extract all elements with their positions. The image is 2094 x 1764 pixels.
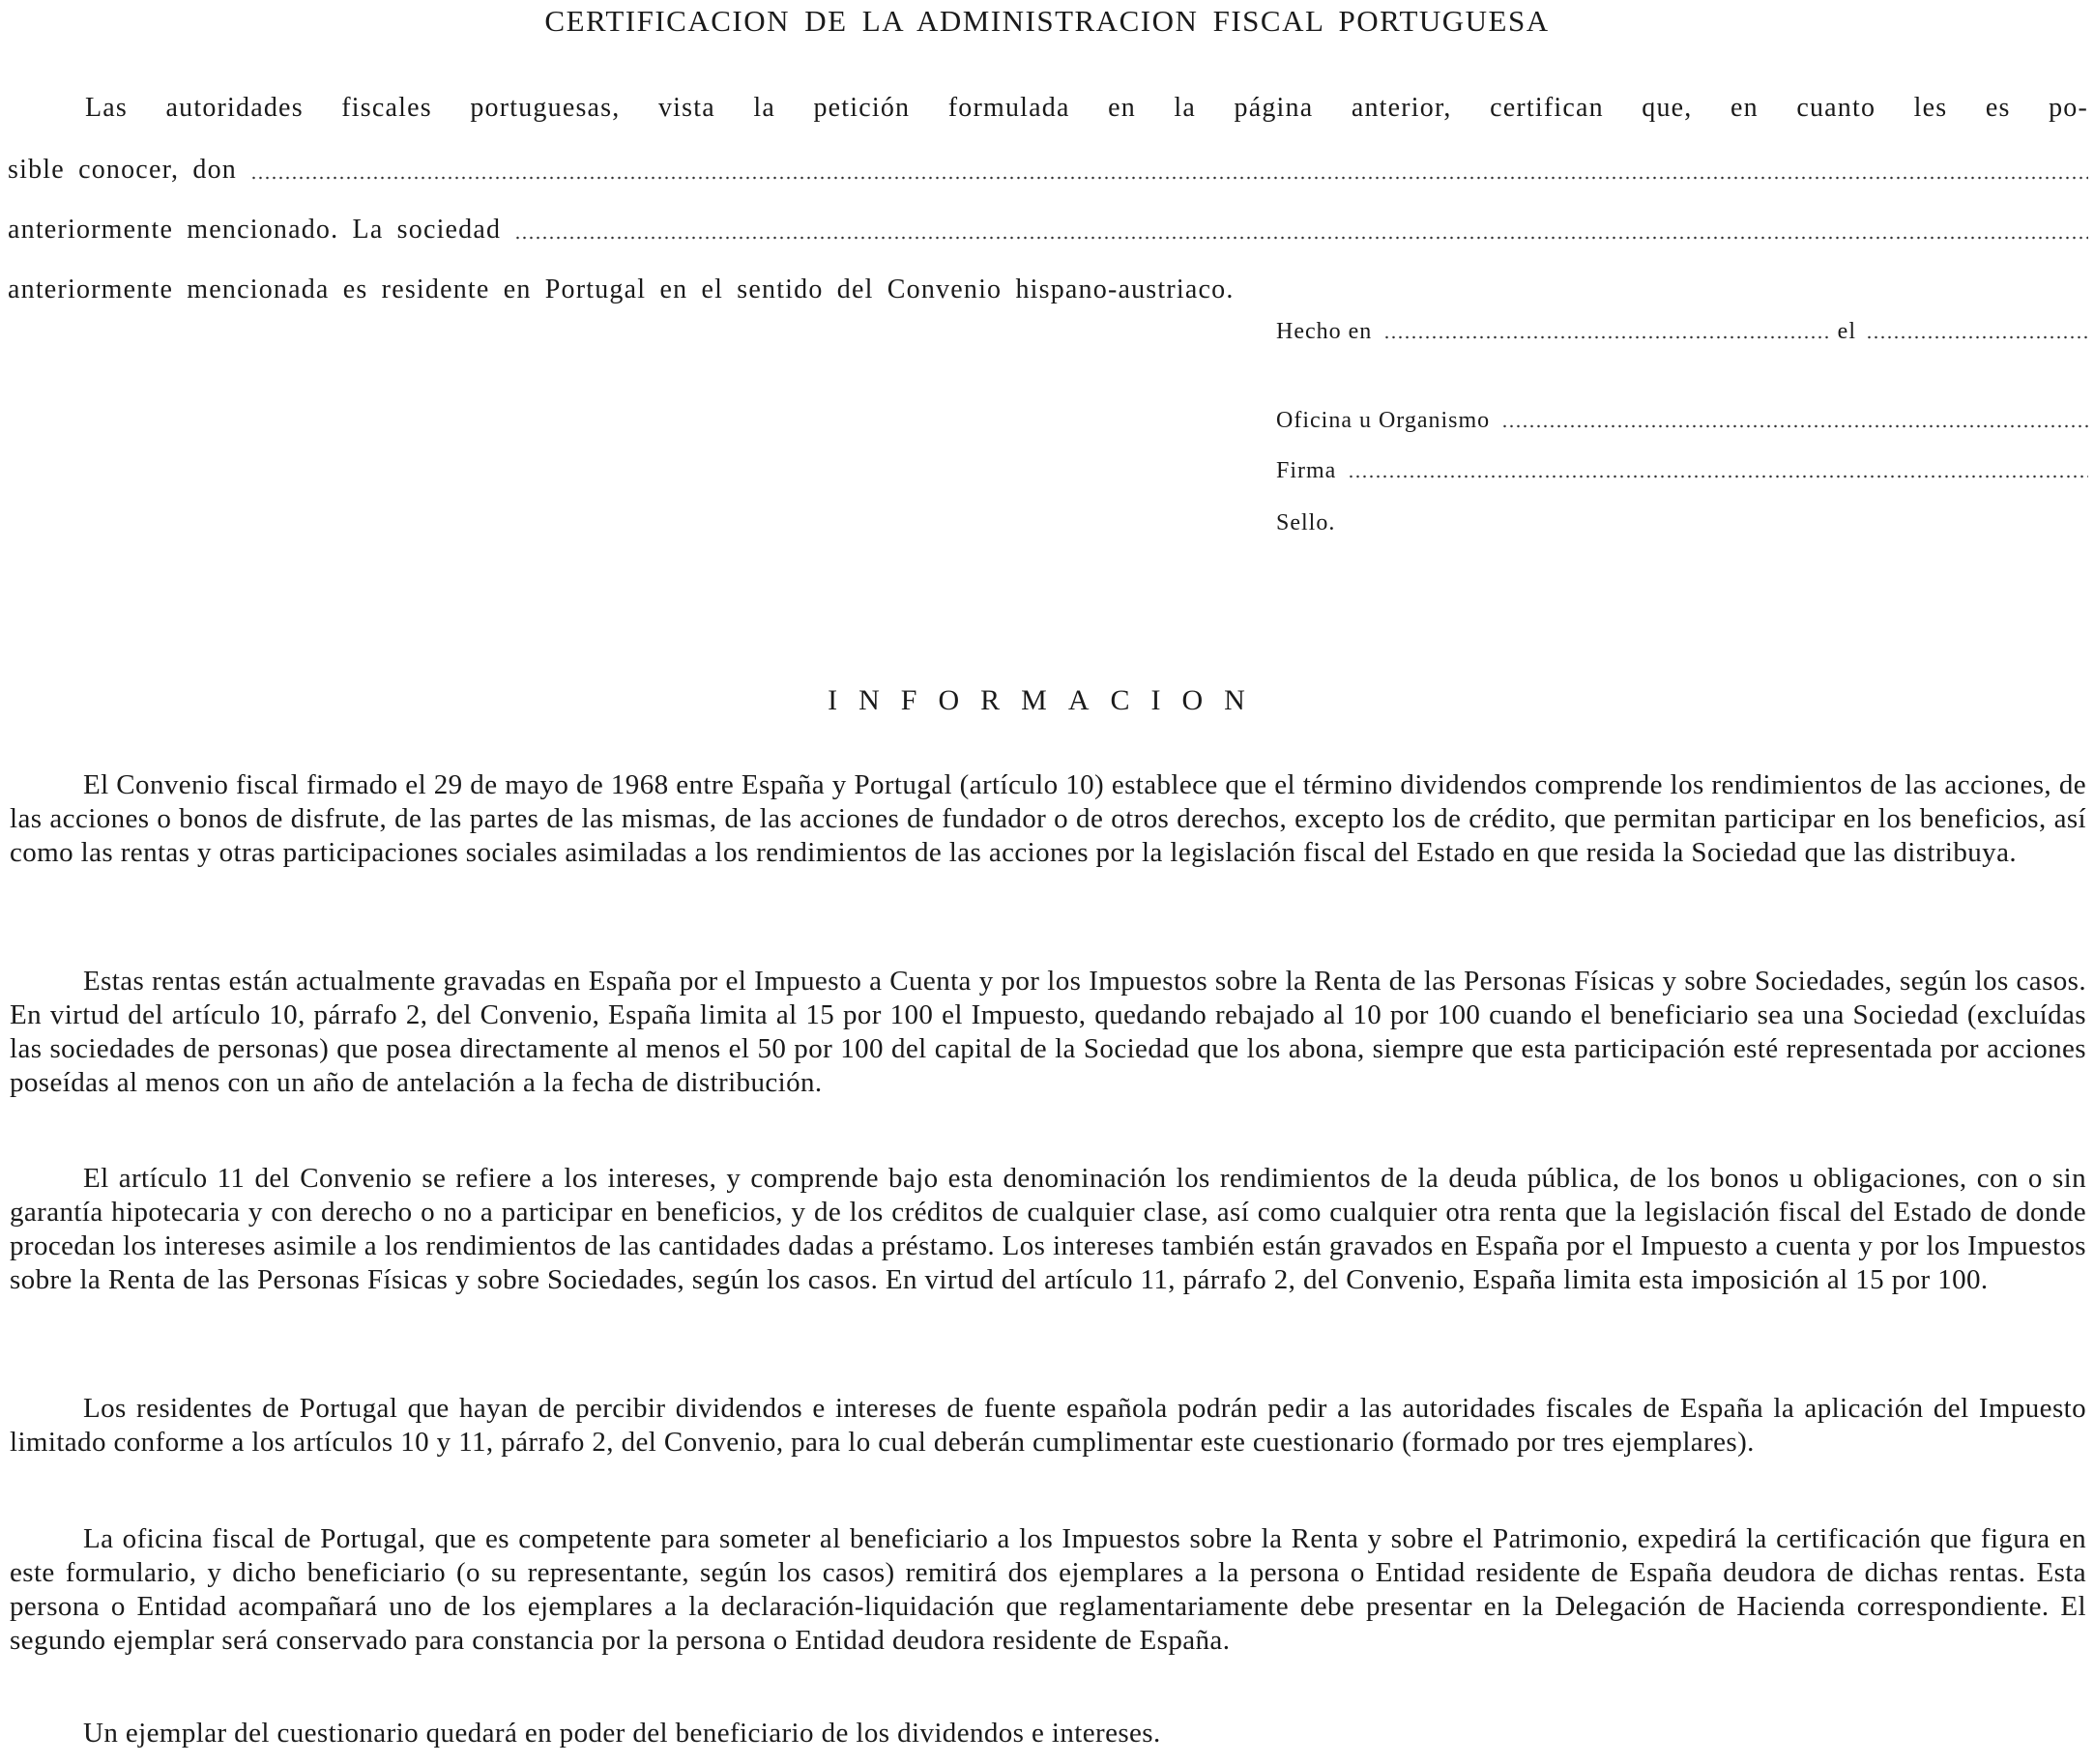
company-fill-line[interactable] (514, 236, 2088, 240)
office-label: Oficina u Organismo (1276, 408, 1491, 433)
seal-row (1276, 510, 2088, 536)
made-in-row (1276, 319, 2088, 345)
certificate-line-4: anteriormente mencionada es residente en Portugal en el sentido del Convenio hispano-austriaco. (8, 275, 1235, 304)
info-paragraph: Un ejemplar del cuestionario quedará en poder del beneficiario de los dividendos e intereses. (83, 1718, 1161, 1749)
certificate-title: CERTIFICACION DE LA ADMINISTRACION FISCAL PORTUGUESA (544, 4, 1550, 38)
certificate-line-2 (8, 155, 2088, 186)
info-paragraph: La oficina fiscal de Portugal, que es competente para someter al beneficiario a los Impuestos sobre la Renta y sobre el Patrimonio, expedirá la certificación que figura en este formulario, y dicho beneficiario (o su representante, según los casos) remitirá dos ejemplares a la persona o Entidad residente de España deudora de dichas rentas. Esta persona o Entidad acompañará uno de los ejemplares a la declaración-liquidación que reglamentariamente debe presentar en la Delegación de Hacienda correspondiente. El segundo ejemplar será conservado para constancia por la persona o Entidad deudora residente de España. (10, 1523, 2086, 1656)
office-row (1276, 408, 2088, 434)
date-label: el (1837, 319, 1856, 344)
made-in-fill-line[interactable] (1383, 335, 1827, 339)
signature-fill-line[interactable] (1348, 475, 2088, 478)
signature-row (1276, 458, 2088, 484)
certificate-company-label: anteriormente mencionado. La sociedad (8, 215, 502, 245)
info-paragraph: Los residentes de Portugal que hayan de percibir dividendos e intereses de fuente española podrán pedir a las autoridades fiscales de España la aplicación del Impuesto limitado conforme a los artículos 10 y 11, párrafo 2, del Convenio, para lo cual deberán cumplimentar este cuestionario (formado por tres ejemplares). (10, 1393, 2086, 1458)
seal-label: Sello. (1276, 510, 1336, 535)
info-paragraph: El artículo 11 del Convenio se refiere a los intereses, y comprende bajo esta denominación los rendimientos de la deuda pública, de los bonos u obligaciones, con o sin garantía hipotecaria y con derecho o no a participar en beneficios, y de los créditos de cualquier clase, así como cualquier otra renta que la legislación fiscal del Estado de donde procedan los intereses asimile a los rendimientos de las cantidades dadas a préstamo. Los intereses también están gravados en España por el Impuesto a cuenta y por los Impuestos sobre la Renta de las Personas Físicas y sobre Sociedades, según los casos. En virtud del artículo 11, párrafo 2, del Convenio, España limita esta imposición al 15 por 100. (10, 1163, 2086, 1295)
name-fill-line[interactable] (250, 176, 2088, 180)
information-title: INFORMACION (828, 684, 1266, 716)
date-fill-line[interactable] (1866, 335, 2088, 339)
certificate-line-1 (8, 93, 2088, 124)
info-paragraph: El Convenio fiscal firmado el 29 de mayo de 1968 entre España y Portugal (artículo 10) establece que el término dividendos comprende los rendimientos de las acciones, de las acciones o bonos de disfrute, de las partes de las mismas, de las acciones de fundador o de otros derechos, excepto los de crédito, que permitan participar en los beneficios, así como las rentas y otras participaciones sociales asimiladas a los rendimientos de las acciones por la legislación fiscal del Estado en que resida la Sociedad que las distribuya. (10, 769, 2086, 868)
signature-label: Firma (1276, 458, 1337, 483)
certificate-line-3 (8, 215, 2088, 246)
office-fill-line[interactable] (1501, 424, 2088, 428)
info-paragraph: Estas rentas están actualmente gravadas en España por el Impuesto a Cuenta y por los Impuestos sobre la Renta de las Personas Físicas y sobre Sociedades, según los casos. En virtud del artículo 10, párrafo 2, del Convenio, España limita al 15 por 100 el Impuesto, quedando rebajado al 10 por 100 cuando el beneficiario sea una Sociedad (excluídas las sociedades de personas) que posea directamente al menos el 50 por 100 del capital de la Sociedad que los abona, siempre que esta participación esté representada por acciones poseídas al menos con un año de antelación a la fecha de distribución. (10, 966, 2086, 1098)
made-in-label: Hecho en (1276, 319, 1373, 344)
certificate-name-label: sible conocer, don (8, 155, 237, 185)
certificate-line-1-text: Las autoridades fiscales portuguesas, vista la petición formulada en la página anterior, certifican que, en cuanto les es po- (85, 93, 2088, 123)
